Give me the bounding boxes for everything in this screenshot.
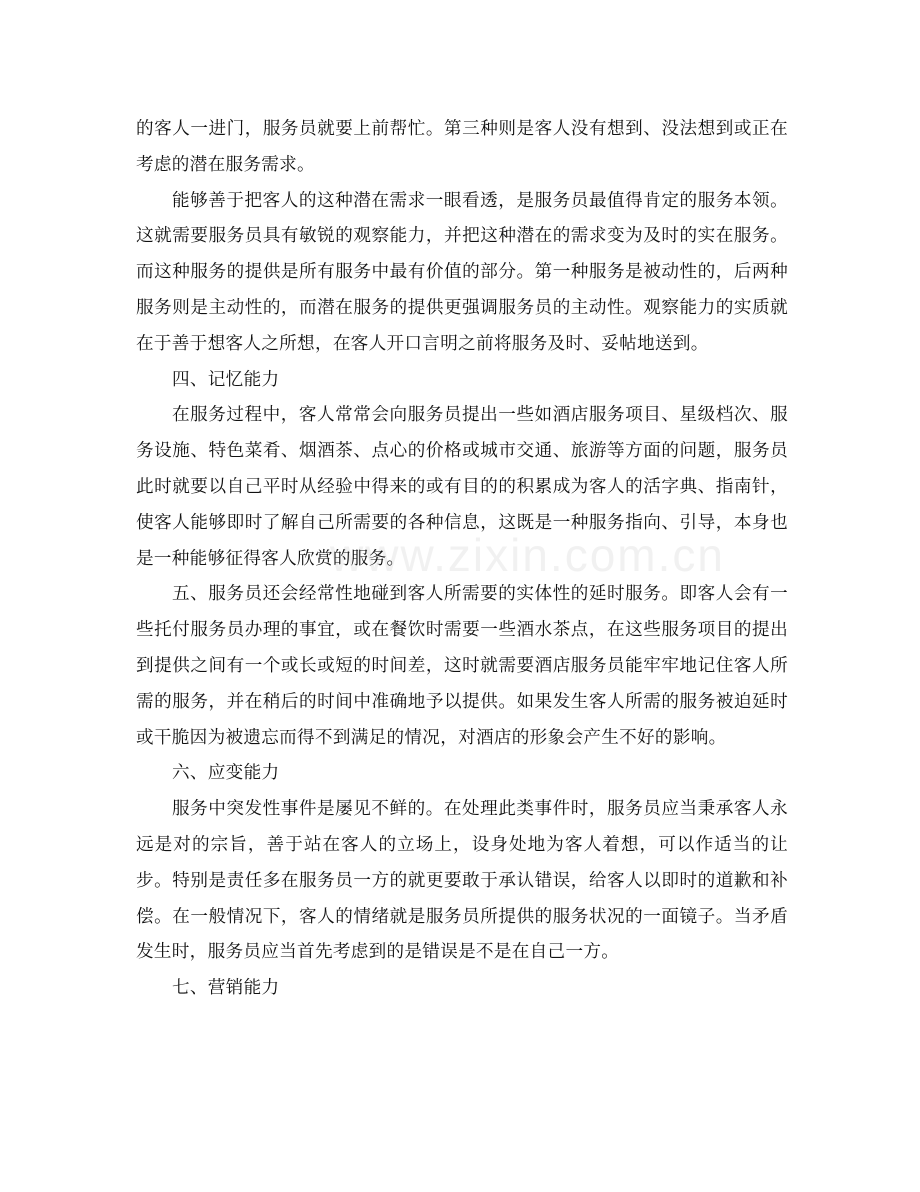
paragraph-7: 服务中突发性事件是屡见不鲜的。在处理此类事件时，服务员应当秉承客人永远是对的宗旨，善于站在客人的立场上，设身处地为客人着想，可以作适当的让步。特别是责任多在服务员一方的就更要敢于承认错误，给客人以即时的道歉和补偿。在一般情况下，客人的情绪就是服务员所提供的服务状况的一面镜子。当矛盾发生时，服务员应当首先考虑到的是错误是不是在自己一方。 [136,799,788,963]
section-heading-memory: 四、记忆能力 [172,369,280,390]
paragraph-2: 能够善于把客人的这种潜在需求一眼看透，是服务员最值得肯定的服务本领。这就需要服务员具有敏锐的观察能力，并把这种潜在的需求变为及时的实在服务。而这种服务的提供是所有服务中最有价值的部分。第一种服务是被动性的，后两种服务则是主动性的，而潜在服务的提供更强调服务员的主动性。观察能力的实质就在于善于想客人之所想，在客人开口言明之前将服务及时、妥帖地送到。 [136,190,788,354]
paragraph-4: 在服务过程中，客人常常会向服务员提出一些如酒店服务项目、星级档次、服务设施、特色菜肴、烟酒茶、点心的价格或城市交通、旅游等方面的问题，服务员此时就要以自己平时从经验中得来的或有目的的积累成为客人的活字典、指南针，使客人能够即时了解自己所需要的各种信息，这既是一种服务指向、引导，本身也是一种能够征得客人欣赏的服务。 [136,405,788,569]
paragraph-1: 的客人一进门，服务员就要上前帮忙。第三种则是客人没有想到、没法想到或正在考虑的潜在服务需求。 [136,119,788,175]
section-heading-marketing: 七、营销能力 [172,978,280,999]
paragraph-5: 五、服务员还会经常性地碰到客人所需要的实体性的延时服务。即客人会有一些托付服务员办理的事宜，或在餐饮时需要一些酒水茶点，在这些服务项目的提出到提供之间有一个或长或短的时间差，这时就需要酒店服务员能牢牢地记住客人所需的服务，并在稍后的时间中准确地予以提供。如果发生客人所需的服务被迫延时或干脆因为被遗忘而得不到满足的情况，对酒店的形象会产生不好的影响。 [136,584,788,748]
section-heading-adaptability: 六、应变能力 [172,763,280,784]
document-body [136,112,788,1007]
watermark: www.zixin.com.cn [330,529,725,581]
